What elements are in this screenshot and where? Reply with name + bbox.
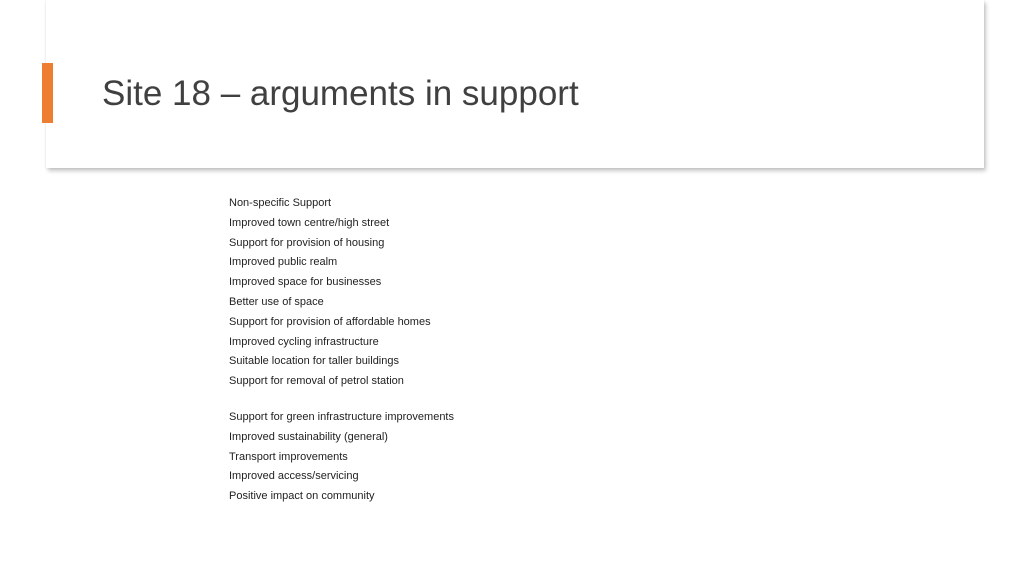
slide-title: Site 18 – arguments in support xyxy=(102,74,579,113)
list-item: Support for removal of petrol station xyxy=(229,375,404,388)
list-item: Suitable location for taller buildings xyxy=(229,355,399,368)
list-item: Support for provision of housing xyxy=(229,236,385,249)
list-item: Improved access/servicing xyxy=(229,470,359,483)
list-item: Improved sustainability (general) xyxy=(229,430,388,443)
list-item: Improved cycling infrastructure xyxy=(229,335,379,348)
list-item: Positive impact on community xyxy=(229,490,375,503)
list-item: Better use of space xyxy=(229,295,324,308)
list-item: Improved space for businesses xyxy=(229,276,382,289)
arguments-list-2 xyxy=(229,408,454,507)
list-item: Support for provision of affordable homes xyxy=(229,315,431,328)
list-item: Transport improvements xyxy=(229,450,348,463)
list-item: Non-specific Support xyxy=(229,197,332,209)
list-item: Improved public realm xyxy=(229,256,338,269)
list-item: Support for green infrastructure improvements xyxy=(229,411,454,423)
list-item: Improved town centre/high street xyxy=(229,216,390,229)
arguments-list-1 xyxy=(229,194,431,392)
title-accent-bar xyxy=(42,63,53,123)
